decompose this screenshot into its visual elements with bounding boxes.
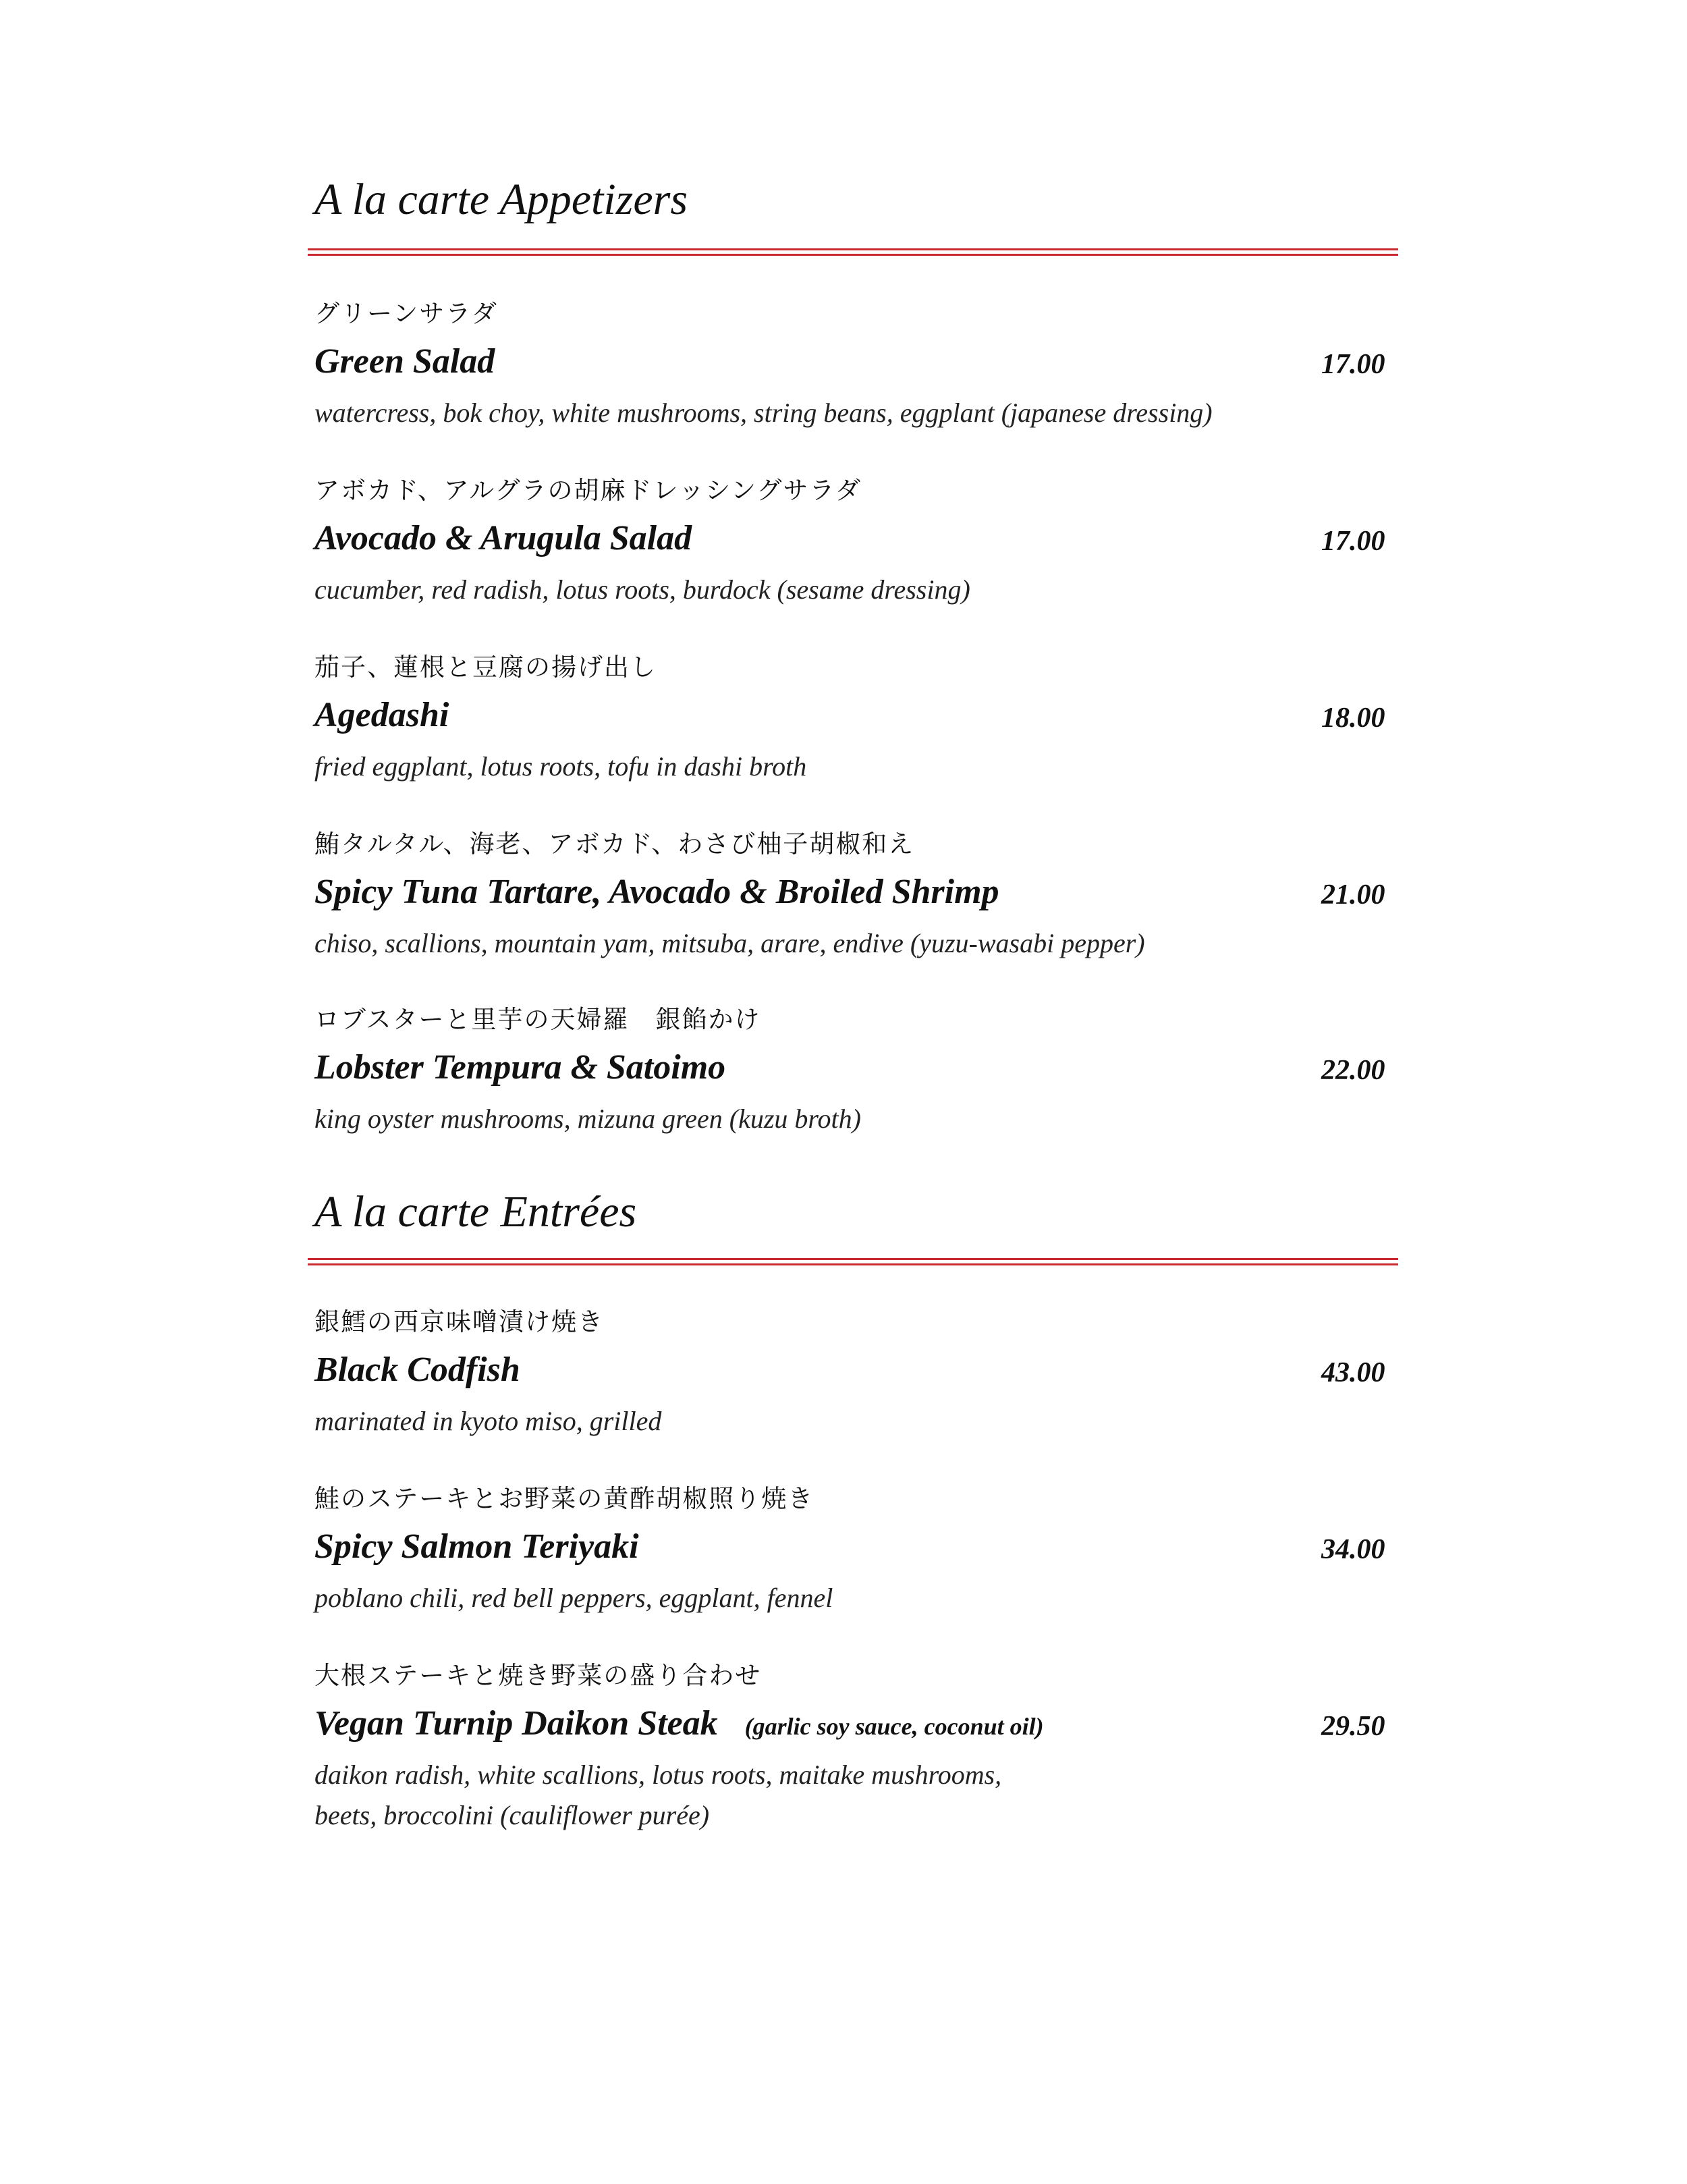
appetizers-title: A la carte Appetizers (314, 175, 688, 224)
item-jp-name: 鮭のステーキとお野菜の黄酢胡椒照り焼き (314, 1484, 814, 1513)
item-name: Spicy Tuna Tartare, Avocado & Broiled Shrimp (314, 873, 999, 911)
item-description: daikon radish, white scallions, lotus roots, maitake mushrooms, (314, 1759, 1002, 1790)
item-price: 17.00 (1321, 526, 1385, 557)
menu-item-lobster-tempura (0, 1004, 1687, 1153)
item-description-line-2: beets, broccolini (cauliflower purée) (314, 1800, 710, 1830)
menu-item-black-codfish (0, 1307, 1687, 1455)
item-description: king oyster mushrooms, mizuna green (kuzu broth) (314, 1103, 861, 1134)
menu-item-avocado-arugula-salad (0, 475, 1687, 624)
appetizers-rule-bottom (308, 254, 1398, 256)
menu-item-agedashi (0, 652, 1687, 800)
item-name-note: (garlic soy sauce, coconut oil) (744, 1713, 1044, 1740)
item-jp-name: ロブスターと里芋の天婦羅 銀餡かけ (314, 1005, 761, 1034)
item-name: Agedashi (314, 696, 449, 734)
item-description: chiso, scallions, mountain yam, mitsuba, arare, endive (yuzu-wasabi pepper) (314, 928, 1145, 958)
menu-item-spicy-salmon-teriyaki (0, 1483, 1687, 1632)
item-jp-name: 大根ステーキと焼き野菜の盛り合わせ (314, 1661, 762, 1690)
item-description: fried eggplant, lotus roots, tofu in dashi broth (314, 751, 807, 782)
menu-item-vegan-daikon-steak (0, 1660, 1687, 1863)
menu-item-green-salad (0, 298, 1687, 447)
item-name: Spicy Salmon Teriyaki (314, 1527, 639, 1566)
entrees-rule-top (308, 1258, 1398, 1260)
item-price: 34.00 (1321, 1534, 1385, 1565)
item-name: Lobster Tempura & Satoimo (314, 1048, 726, 1087)
item-jp-name: グリーンサラダ (314, 299, 498, 328)
item-jp-name: 茄子、蓮根と豆腐の揚げ出し (314, 653, 657, 682)
item-name-line (314, 1702, 1044, 1748)
item-jp-name: 銀鱈の西京味噌漬け焼き (314, 1307, 604, 1336)
item-description: watercress, bok choy, white mushrooms, string beans, eggplant (japanese dressing) (314, 398, 1213, 428)
appetizers-rule-top (308, 248, 1398, 250)
item-jp-name: アボカド、アルグラの胡麻ドレッシングサラダ (314, 476, 862, 505)
item-price: 18.00 (1321, 703, 1385, 734)
entrees-rule-bottom (308, 1263, 1398, 1265)
item-price: 43.00 (1321, 1357, 1385, 1388)
entrees-title: A la carte Entrées (314, 1187, 637, 1236)
item-name: Green Salad (314, 342, 495, 381)
item-price: 17.00 (1321, 349, 1385, 380)
item-name: Avocado & Arugula Salad (314, 519, 692, 557)
menu-item-spicy-tuna-tartare (0, 829, 1687, 977)
item-price: 22.00 (1321, 1055, 1385, 1086)
item-name: Vegan Turnip Daikon Steak (314, 1704, 718, 1743)
item-name: Black Codfish (314, 1350, 520, 1389)
item-description: cucumber, red radish, lotus roots, burdock (sesame dressing) (314, 574, 970, 605)
item-jp-name: 鮪タルタル、海老、アボカド、わさび柚子胡椒和え (314, 829, 915, 858)
item-price: 29.50 (1321, 1711, 1385, 1742)
item-price: 21.00 (1321, 879, 1385, 910)
item-description: poblano chili, red bell peppers, eggplant, fennel (314, 1583, 833, 1613)
item-description: marinated in kyoto miso, grilled (314, 1406, 662, 1436)
